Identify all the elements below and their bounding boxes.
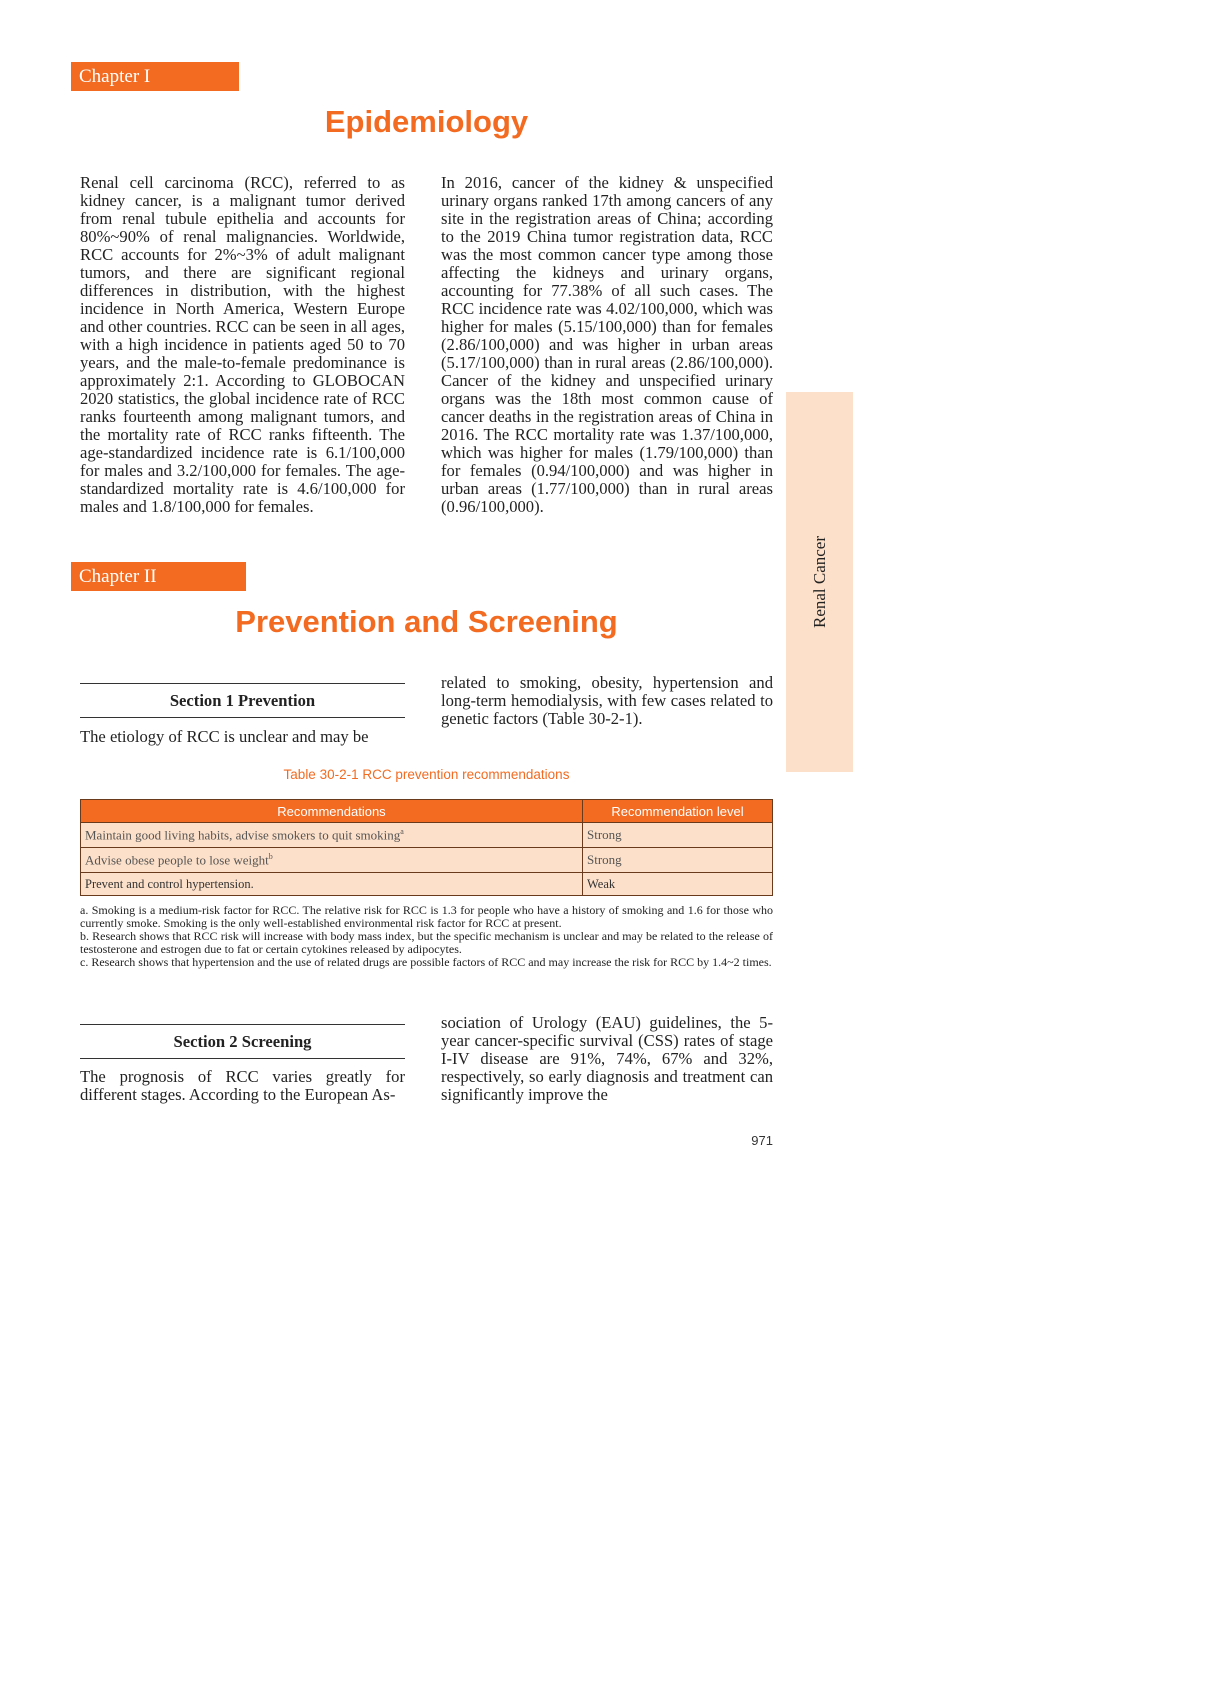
level-cell: Strong — [583, 848, 773, 873]
section-2-left-paragraph: The prognosis of RCC varies greatly for different stages. According to the European As- — [80, 1067, 405, 1104]
chapter-1-right-column — [441, 174, 773, 516]
footnote-marker: a — [400, 826, 404, 836]
recommendations-table — [80, 799, 773, 896]
chapter-2-label: Chapter II — [71, 562, 246, 591]
table-footnotes — [80, 904, 773, 969]
recommendation-text: Maintain good living habits, advise smokers to quit smoking — [85, 827, 401, 843]
section-1-right-paragraph: related to smoking, obesity, hypertension and long-term hemodialysis, with few cases related to genetic factors (Table 30-2-1). — [441, 673, 773, 728]
table-row — [81, 823, 773, 848]
level-cell: Weak — [583, 873, 773, 896]
section-1-title: Section 1 Prevention — [169, 691, 316, 710]
chapter-1-right-paragraph: In 2016, cancer of the kidney & unspecified urinary organs ranked 17th among cancers of any site in the registration areas of China; according to the 2019 China tumor registration data, RCC was the most common cancer type among those affecting the kidneys and urinary organs, accounting for 77.38% of all such cases. The RCC incidence rate was 4.02/100,000, which was higher for males (5.15/100,000) than for females (2.86/100,000) and was higher in urban areas (5.17/100,000) than in rural areas (2.86/100,000). Cancer of the kidney and unspecified urinary organs was the 18th most common cause of cancer deaths in the registration areas of China in 2016. The RCC mortality rate was 1.37/100,000, which was higher for males (1.79/100,000) than for females (0.94/100,000) and was higher in urban areas (1.77/100,000) than in rural areas (0.96/100,000). — [441, 173, 773, 516]
footnote-c: c. Research shows that hypertension and the use of related drugs are possible factors of RCC and may increase the risk for RCC by 1.4~2 times. — [80, 955, 772, 969]
section-2-heading — [80, 1024, 405, 1059]
section-2-title: Section 2 Screening — [173, 1032, 312, 1051]
chapter-1-left-column — [80, 174, 405, 516]
header-recommendations: Recommendations — [81, 800, 583, 823]
table-caption: Table 30-2-1 RCC prevention recommendations — [283, 767, 570, 782]
section-2-left-column — [80, 1068, 405, 1104]
level-cell: Strong — [583, 823, 773, 848]
recommendation-cell — [81, 873, 583, 896]
recommendation-text: Prevent and control hypertension. — [85, 876, 254, 891]
table-header-row — [81, 800, 773, 823]
chapter-1-left-paragraph: Renal cell carcinoma (RCC), referred to as kidney cancer, is a malignant tumor derived from renal tubule epithelia and accounts for 80%~90% of renal malignancies. Worldwide, RCC accounts for 2%~3% of adult malignant tumors, and there are significant regional differences in distribution, with the highest incidence in North America, Western Europe and other countries. RCC can be seen in all ages, with a high incidence in patients aged 50 to 70 years, and the male-to-female predominance is approximately 2:1. According to GLOBOCAN 2020 statistics, the global incidence rate of RCC ranks fourteenth among malignant tumors, and the mortality rate of RCC ranks fifteenth. The age-standardized incidence rate is 6.1/100,000 for males and 3.2/100,000 for females. The age-standardized mortality rate is 4.6/100,000 for males and 1.8/100,000 for females. — [80, 173, 405, 516]
footnote-a: a. Smoking is a medium-risk factor for RCC. The relative risk for RCC is 1.3 for people who have a history of smoking and 1.6 for those who currently smoke. Smoking is the only well-established environmental risk factor for RCC at present. — [80, 903, 773, 930]
table-row — [81, 873, 773, 896]
section-2-right-paragraph: sociation of Urology (EAU) guidelines, the 5-year cancer-specific survival (CSS) rates of stage I-IV disease are 91%, 74%, 67% and 32%, respectively, so early diagnosis and treatment can significantly improve the — [441, 1013, 773, 1104]
side-tab-label: Renal Cancer — [809, 535, 829, 629]
section-1-left-paragraph: The etiology of RCC is unclear and may be — [80, 727, 369, 746]
recommendation-cell — [81, 848, 583, 873]
footnote-marker: b — [268, 851, 273, 861]
footnote-b: b. Research shows that RCC risk will increase with body mass index, but the specific mechanism is unclear and may be related to the release of testosterone and estrogen due to fat or certain cytokines released by adipocytes. — [80, 929, 773, 956]
recommendation-text: Advise obese people to lose weight — [85, 852, 269, 868]
table-row — [81, 848, 773, 873]
recommendation-cell — [81, 823, 583, 848]
side-tab — [786, 392, 853, 772]
section-1-left-column — [80, 728, 405, 746]
section-1-heading — [80, 683, 405, 718]
chapter-2-title: Prevention and Screening — [235, 604, 618, 639]
section-2-right-column — [441, 1014, 773, 1104]
section-1-right-column — [441, 674, 773, 728]
header-recommendation-level: Recommendation level — [583, 800, 773, 823]
page-number: 971 — [751, 1133, 773, 1148]
chapter-1-label: Chapter I — [71, 62, 239, 91]
chapter-1-title: Epidemiology — [324, 104, 529, 139]
